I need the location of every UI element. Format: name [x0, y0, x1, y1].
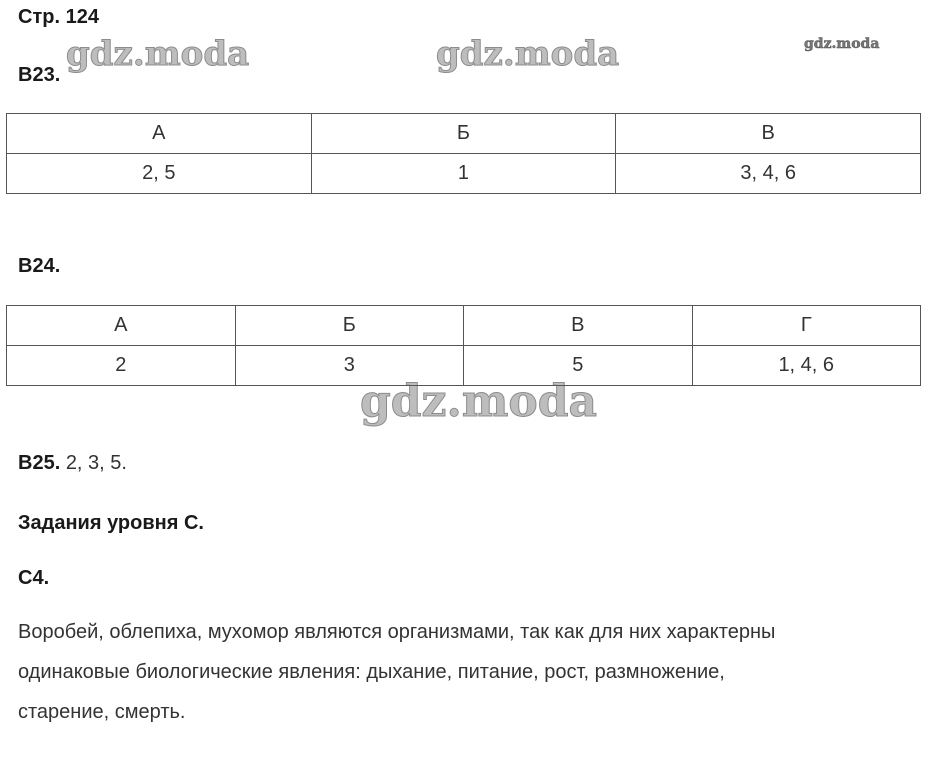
answer-line: одинаковые биологические явления: дыхание, питание, рост, размножение, — [18, 661, 725, 683]
task-b24-label: В24. — [18, 255, 61, 277]
watermark-logo: gdz.moda — [66, 34, 250, 74]
table-header-cell: Б — [235, 306, 464, 346]
task-b25-answer: 2, 3, 5. — [65, 452, 127, 474]
table-cell: 1, 4, 6 — [692, 346, 921, 386]
table-header-cell: Б — [311, 114, 616, 154]
table-header-row — [7, 114, 921, 154]
table-cell: 3 — [235, 346, 464, 386]
task-c4-answer — [18, 612, 918, 732]
table-header-cell: А — [7, 114, 312, 154]
table-cell: 2 — [7, 346, 236, 386]
answer-line: Воробей, облепиха, мухомор являются организмами, так как для них характерны — [18, 621, 776, 643]
watermark-logo: gdz.moda — [436, 34, 620, 74]
task-b23-table — [6, 113, 921, 194]
table-header-cell: А — [7, 306, 236, 346]
table-cell: 2, 5 — [7, 154, 312, 194]
task-b23-label: В23. — [18, 64, 61, 86]
task-b25 — [18, 452, 127, 475]
table-row — [7, 346, 921, 386]
table-cell: 3, 4, 6 — [616, 154, 921, 194]
table-header-cell: Г — [692, 306, 921, 346]
table-header-cell: В — [616, 114, 921, 154]
table-row — [7, 154, 921, 194]
task-b25-label: В25. — [18, 452, 61, 474]
watermark-logo: gdz.moda — [804, 36, 880, 52]
page-number: Стр. 124 — [18, 6, 99, 28]
task-b24-table — [6, 305, 921, 386]
table-header-cell: В — [464, 306, 693, 346]
table-cell: 5 — [464, 346, 693, 386]
table-header-row — [7, 306, 921, 346]
section-c-title: Задания уровня С. — [18, 512, 204, 534]
table-cell: 1 — [311, 154, 616, 194]
task-c4-label: С4. — [18, 567, 50, 589]
watermark-logo: gdz.moda — [360, 376, 598, 427]
answer-line: старение, смерть. — [18, 701, 186, 723]
